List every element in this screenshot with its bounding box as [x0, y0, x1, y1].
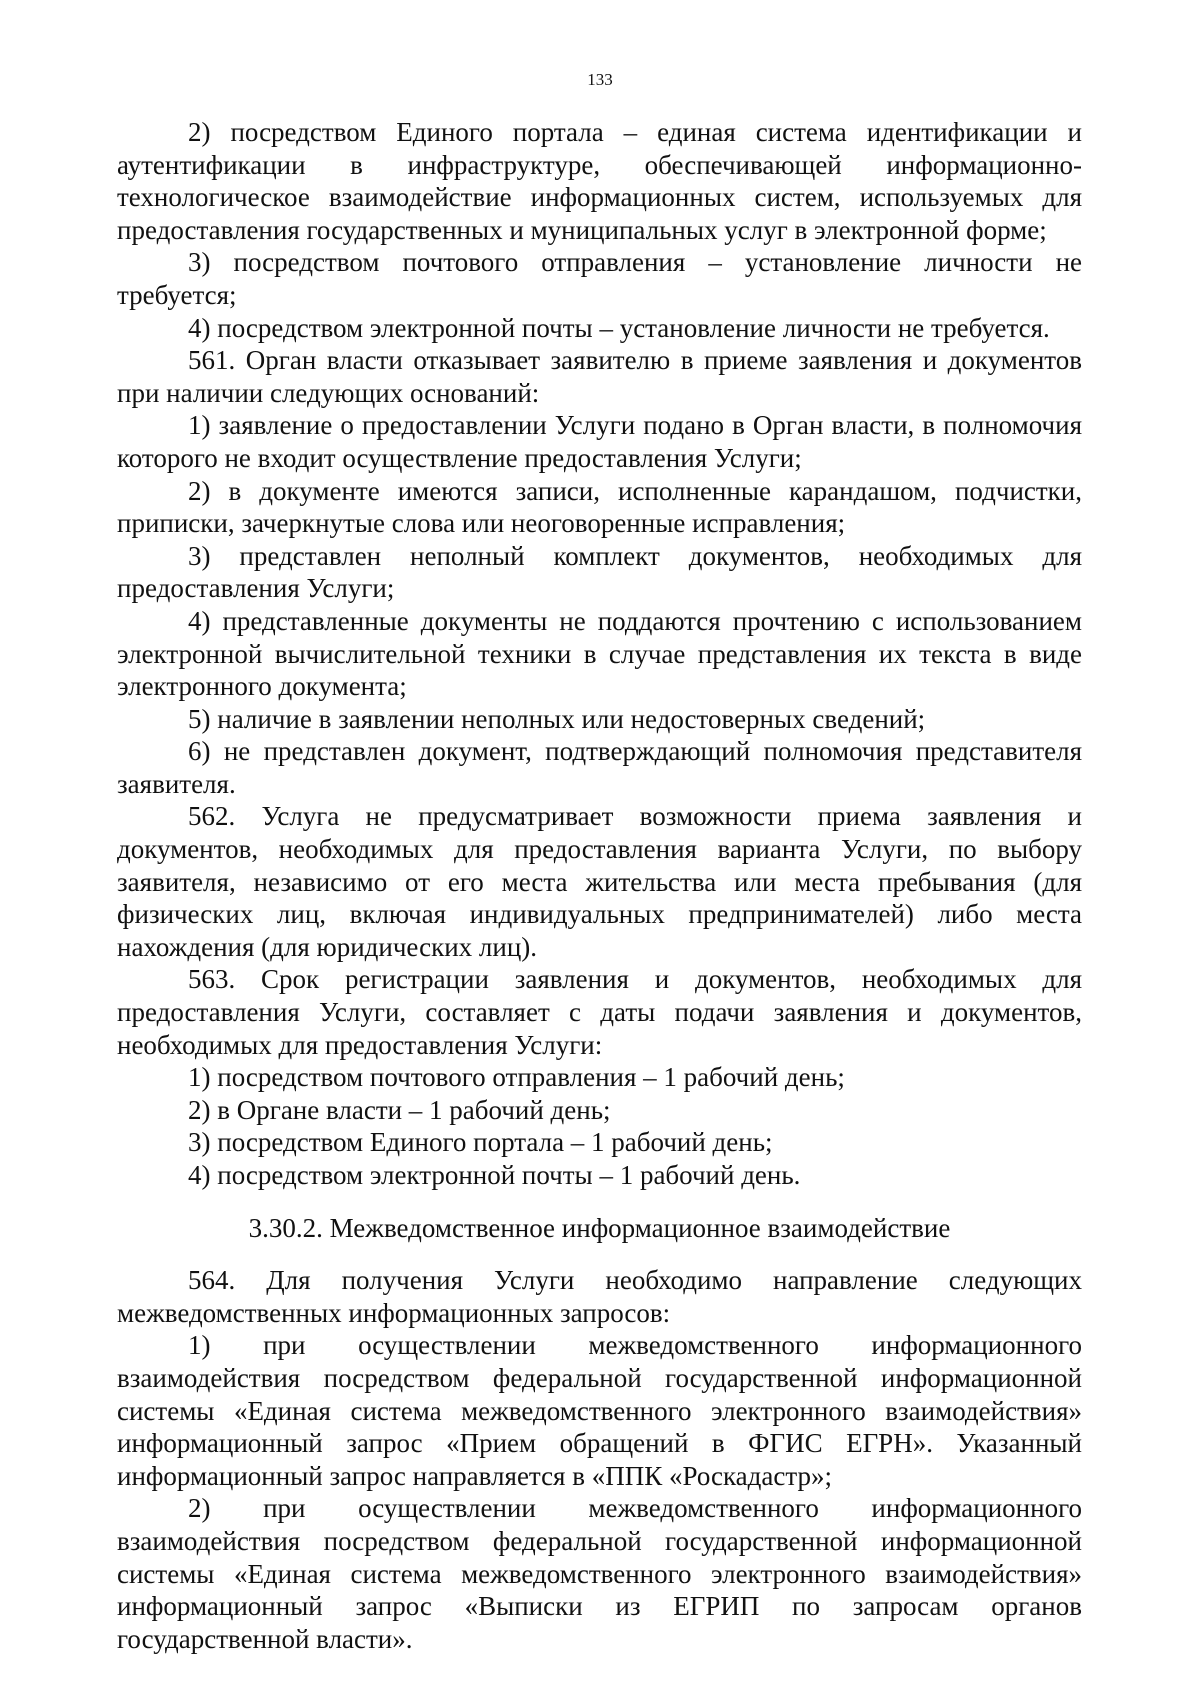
paragraph: 561. Орган власти отказывает заявителю в приеме заявления и документов при наличии следующих оснований:: [117, 345, 1082, 408]
paragraph: 562. Услуга не предусматривает возможности приема заявления и документов, необходимых для предоставления варианта Услуги, по выбору заявителя, независимо от его места жительства или места пребывания (для физических лиц, включая индивидуальных предпринимателей) либо места нахождения (для юридических лиц).: [117, 801, 1082, 962]
paragraph: 4) посредством электронной почты – установление личности не требуется.: [188, 312, 1050, 343]
paragraph: 1) посредством почтового отправления – 1 рабочий день;: [188, 1062, 845, 1093]
paragraph: 1) при осуществлении межведомственного информационного взаимодействия посредством федеральной государственной информационной системы «Единая система межведомственного электронного взаимодействия» информационный запрос «Прием обращений в ФГИС ЕГРН». Указанный информационный запрос направляется в «ППК «Роскадастр»;: [117, 1330, 1082, 1491]
paragraph: 4) представленные документы не поддаются прочтению с использованием электронной вычислительной техники в случае представления их текста в виде электронного документа;: [117, 605, 1082, 702]
paragraph: 3) посредством почтового отправления – установление личности не требуется;: [117, 247, 1082, 310]
paragraph: 5) наличие в заявлении неполных или недостоверных сведений;: [188, 703, 926, 734]
paragraph: 2) при осуществлении межведомственного информационного взаимодействия посредством федеральной государственной информационной системы «Единая система межведомственного электронного взаимодействия» информационный запрос «Выписки из ЕГРИП по запросам органов государственной власти».: [117, 1493, 1082, 1654]
paragraph: 3) представлен неполный комплект документов, необходимых для предоставления Услуги;: [117, 540, 1082, 604]
paragraph: 563. Срок регистрации заявления и документов, необходимых для предоставления Услуги, составляет с даты подачи заявления и документов, необходимых для предоставления Услуги:: [117, 964, 1082, 1060]
paragraph: 1) заявление о предоставлении Услуги подано в Орган власти, в полномочия которого не входит осуществление предоставления Услуги;: [117, 410, 1082, 473]
paragraph: 6) не представлен документ, подтверждающий полномочия представителя заявителя.: [117, 736, 1082, 799]
section-heading: 3.30.2. Межведомственное информационное взаимодействие: [248, 1212, 951, 1243]
paragraph: 3) посредством Единого портала – 1 рабочий день;: [188, 1127, 773, 1158]
paragraph: 2) в Органе власти – 1 рабочий день;: [188, 1094, 611, 1125]
document-body: [117, 116, 1082, 1655]
paragraph: 564. Для получения Услуги необходимо направление следующих межведомственных информационных запросов:: [117, 1265, 1082, 1328]
paragraph: 4) посредством электронной почты – 1 рабочий день.: [188, 1160, 801, 1190]
page-number: 133: [587, 70, 613, 89]
paragraph: 2) посредством Единого портала – единая система идентификации и аутентификации в инфраструктуре, обеспечивающей информационно-технологическое взаимодействие информационных систем, используемых для предоставления государственных и муниципальных услуг в электронной форме;: [117, 117, 1082, 245]
paragraph: 2) в документе имеются записи, исполненные карандашом, подчистки, приписки, зачеркнутые слова или неоговоренные исправления;: [117, 475, 1082, 539]
